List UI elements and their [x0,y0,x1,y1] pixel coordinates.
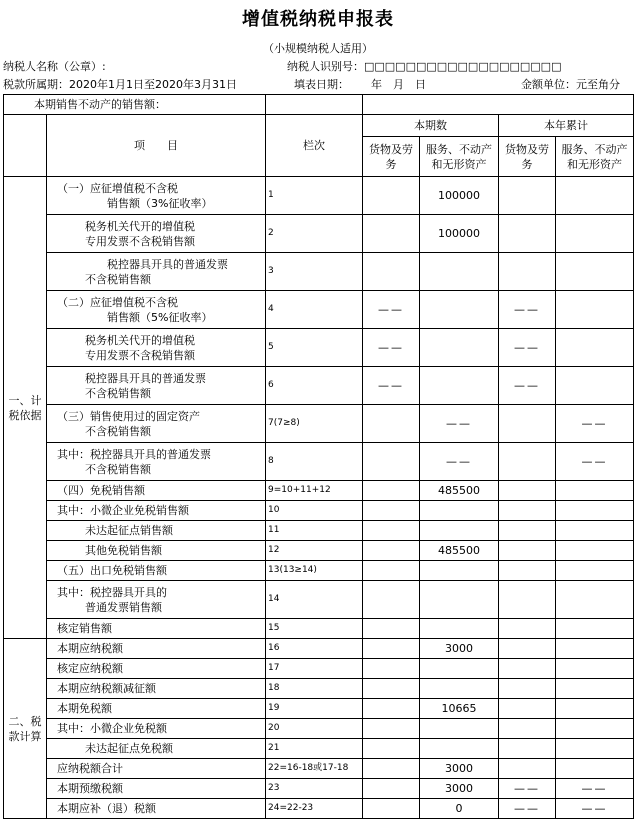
row-item-line: 不含税销售额 [85,272,151,286]
row-value-c3: —— [499,779,556,799]
row-lanci: 12 [266,541,363,561]
table-row [4,561,634,581]
row-value-c1[interactable] [363,779,420,799]
header-current-goods: 货物及劳务 [363,137,420,177]
row-value-c3[interactable] [499,659,556,679]
row-lanci: 24=22-23 [266,799,363,819]
row-value-c3[interactable] [499,759,556,779]
table-row [4,291,634,329]
row-value-c3: —— [499,799,556,819]
table-row [4,253,634,291]
table-row [4,679,634,699]
table-row [4,699,634,719]
row-value-c1[interactable] [363,639,420,659]
row-value-c3[interactable] [499,253,556,291]
row-lanci: 14 [266,581,363,619]
header-blank [4,115,47,177]
row-item-line: （五）出口免税销售额 [57,564,167,577]
row-lanci: 21 [266,739,363,759]
table-row [4,443,634,481]
row-value-c2[interactable]: 485500 [420,541,499,561]
row-item [47,699,266,719]
row-item-line: （一）应征增值税不含税 [57,181,178,195]
table-row [4,799,634,819]
row-value-c2[interactable]: 100000 [420,215,499,253]
row-lanci: 19 [266,699,363,719]
real-estate-blank [363,95,634,115]
header-current-services: 服务、不动产和无形资产 [420,137,499,177]
row-item [47,639,266,659]
row-value-c4[interactable] [556,481,634,501]
table-row [4,739,634,759]
row-lanci: 9=10+11+12 [266,481,363,501]
row-value-c3[interactable] [499,639,556,659]
row-value-c2[interactable] [420,329,499,367]
fill-date-label: 填表日期： [294,78,349,91]
row-item-line: 其中：小微企业免税额 [57,722,167,735]
taxpayer-id-label: 纳税人识别号： [287,60,364,73]
row-value-c4: —— [556,443,634,481]
row-value-c2: —— [420,405,499,443]
row-item [47,779,266,799]
row-value-c4[interactable] [556,561,634,581]
period-label: 税款所属期： [3,78,69,91]
period-row [3,76,633,94]
row-value-c1[interactable] [363,581,420,619]
row-value-c4[interactable] [556,521,634,541]
row-item-line: （二）应征增值税不含税 [57,295,178,309]
row-value-c4[interactable] [556,541,634,561]
row-value-c3[interactable] [499,405,556,443]
row-item-line: 其中：税控器具开具的普通发票 [57,447,211,461]
table-row [4,639,634,659]
table-row [4,659,634,679]
row-value-c3[interactable] [499,619,556,639]
row-item-line: 税控器具开具的普通发票 [107,257,228,271]
row-value-c1[interactable] [363,215,420,253]
row-item-line: 本期应补（退）税额 [57,802,156,815]
taxpayer-name-label: 纳税人名称（公章）: [3,60,106,73]
row-item [47,177,266,215]
row-value-c1: —— [363,367,420,405]
row-item [47,679,266,699]
row-item [47,329,266,367]
row-value-c1[interactable] [363,501,420,521]
row-value-c3[interactable] [499,699,556,719]
row-item-line: 其中：税控器具开具的 [57,585,167,599]
row-lanci: 4 [266,291,363,329]
row-value-c3[interactable] [499,443,556,481]
declaration-table [3,94,634,819]
row-item-line: 其他免税销售额 [85,544,162,557]
row-value-c4[interactable] [556,215,634,253]
table-row [4,581,634,619]
row-value-c2[interactable]: 485500 [420,481,499,501]
row-value-c3[interactable] [499,581,556,619]
row-value-c1[interactable] [363,443,420,481]
form-subtitle: （小规模纳税人适用） [263,42,373,55]
row-lanci: 16 [266,639,363,659]
row-value-c1[interactable] [363,561,420,581]
row-item-line: 专用发票不含税销售额 [85,348,195,362]
row-value-c3[interactable] [499,215,556,253]
row-item [47,291,266,329]
section-tax-calc: 二、税款计算 [4,639,47,819]
fill-date-value[interactable]: 年 月 日 [371,78,426,91]
unit-label: 金额单位：元至角分 [521,78,620,91]
row-lanci: 20 [266,719,363,739]
row-item [47,405,266,443]
row-value-c2[interactable] [420,367,499,405]
row-item [47,443,266,481]
header-ytd: 本年累计 [499,115,634,137]
row-value-c4[interactable] [556,659,634,679]
row-value-c3: —— [499,291,556,329]
row-value-c4[interactable] [556,619,634,639]
table-row [4,481,634,501]
row-item [47,739,266,759]
row-value-c4[interactable] [556,329,634,367]
vat-return-form [3,0,633,819]
row-value-c4[interactable] [556,679,634,699]
row-value-c3: —— [499,367,556,405]
row-item-line: 税务机关代开的增值税 [85,333,195,347]
row-item-line: 不含税销售额 [85,386,151,400]
table-row [4,329,634,367]
row-item-line: 本期预缴税额 [57,782,123,795]
row-item [47,799,266,819]
row-value-c2[interactable] [420,719,499,739]
row-value-c3[interactable] [499,501,556,521]
row-value-c1[interactable] [363,405,420,443]
row-value-c2[interactable] [420,679,499,699]
table-row [4,541,634,561]
row-value-c4[interactable] [556,291,634,329]
row-item-line: 核定销售额 [57,622,112,635]
row-lanci: 7(7≥8) [266,405,363,443]
row-value-c1[interactable] [363,521,420,541]
row-value-c2[interactable] [420,581,499,619]
row-value-c2: —— [420,443,499,481]
row-value-c4[interactable] [556,739,634,759]
row-item [47,521,266,541]
row-value-c1[interactable] [363,719,420,739]
row-value-c2[interactable] [420,659,499,679]
row-value-c2[interactable] [420,619,499,639]
row-value-c3[interactable] [499,739,556,759]
row-item-line: 税控器具开具的普通发票 [85,371,206,385]
row-value-c3[interactable] [499,541,556,561]
row-item [47,367,266,405]
row-value-c4[interactable] [556,177,634,215]
row-lanci: 10 [266,501,363,521]
taxpayer-id-boxes[interactable]: □□□□□□□□□□□□□□□□□□□ [364,60,562,73]
row-value-c2[interactable]: 3000 [420,639,499,659]
row-value-c3[interactable] [499,177,556,215]
row-value-c1[interactable] [363,481,420,501]
row-item-line: 销售额（5%征收率） [107,310,213,324]
form-title: 增值税纳税申报表 [242,9,394,30]
row-lanci: 3 [266,253,363,291]
table-row [4,177,634,215]
header-current: 本期数 [363,115,499,137]
row-value-c3[interactable] [499,521,556,541]
real-estate-label: 本期销售不动产的销售额： [4,95,266,115]
row-item [47,659,266,679]
row-item-line: （四）免税销售额 [57,484,145,497]
row-value-c1: —— [363,291,420,329]
row-item [47,215,266,253]
row-item-line: 专用发票不含税销售额 [85,234,195,248]
row-value-c1[interactable] [363,619,420,639]
row-value-c3[interactable] [499,719,556,739]
table-row [4,405,634,443]
row-value-c1[interactable] [363,177,420,215]
row-lanci: 2 [266,215,363,253]
row-item-line: 本期应纳税额 [57,642,123,655]
row-lanci: 22=16-18或17-18 [266,759,363,779]
row-item [47,481,266,501]
row-value-c4[interactable] [556,759,634,779]
row-item-line: 本期应纳税额减征额 [57,682,156,695]
row-value-c3[interactable] [499,679,556,699]
table-row [4,215,634,253]
row-value-c4[interactable] [556,639,634,659]
row-item-line: 核定应纳税额 [57,662,123,675]
section-tax-basis: 一、计税依据 [4,177,47,639]
row-value-c2[interactable]: 3000 [420,759,499,779]
row-value-c1[interactable] [363,541,420,561]
row-item [47,561,266,581]
row-item [47,253,266,291]
row-item-line: 不含税销售额 [85,462,151,476]
row-value-c4[interactable] [556,367,634,405]
row-value-c1[interactable] [363,679,420,699]
row-value-c1[interactable] [363,253,420,291]
row-value-c1[interactable] [363,699,420,719]
row-item-line: 本期免税额 [57,702,112,715]
table-row [4,619,634,639]
row-value-c2[interactable]: 0 [420,799,499,819]
row-value-c1[interactable] [363,739,420,759]
row-lanci: 5 [266,329,363,367]
row-lanci: 17 [266,659,363,679]
row-value-c3: —— [499,329,556,367]
row-value-c2[interactable] [420,561,499,581]
row-item-line: 未达起征点免税额 [85,742,173,755]
row-item-line: 不含税销售额 [85,424,151,438]
real-estate-value-cell[interactable] [266,95,363,115]
row-value-c4[interactable] [556,501,634,521]
row-value-c1[interactable] [363,759,420,779]
header-ytd-services: 服务、不动产和无形资产 [556,137,634,177]
row-item [47,759,266,779]
row-value-c4[interactable] [556,719,634,739]
header-item: 项 目 [47,115,266,177]
row-value-c2[interactable]: 100000 [420,177,499,215]
row-item-line: （三）销售使用过的固定资产 [57,409,200,423]
row-lanci: 6 [266,367,363,405]
row-item [47,719,266,739]
row-value-c4[interactable] [556,581,634,619]
table-row [4,719,634,739]
row-value-c4: —— [556,405,634,443]
row-lanci: 8 [266,443,363,481]
table-row [4,367,634,405]
row-value-c3[interactable] [499,561,556,581]
header-lanci: 栏次 [266,115,363,177]
row-item [47,541,266,561]
row-value-c2[interactable]: 3000 [420,779,499,799]
row-value-c1: —— [363,329,420,367]
row-item-line: 应纳税额合计 [57,762,123,775]
header-ytd-goods: 货物及劳务 [499,137,556,177]
row-value-c1[interactable] [363,659,420,679]
row-item-line: 税务机关代开的增值税 [85,219,195,233]
row-lanci: 1 [266,177,363,215]
row-item [47,501,266,521]
row-value-c4: —— [556,799,634,819]
row-item [47,581,266,619]
row-value-c2[interactable] [420,739,499,759]
row-lanci: 15 [266,619,363,639]
row-item-line: 销售额（3%征收率） [107,196,213,210]
table-row [4,779,634,799]
row-value-c2[interactable] [420,501,499,521]
row-lanci: 18 [266,679,363,699]
row-value-c2[interactable]: 10665 [420,699,499,719]
row-lanci: 13(13≥14) [266,561,363,581]
row-lanci: 23 [266,779,363,799]
row-item-line: 未达起征点销售额 [85,524,173,537]
row-value-c2[interactable] [420,253,499,291]
period-value: 2020年1月1日至2020年3月31日 [69,78,237,91]
row-item [47,619,266,639]
row-value-c3[interactable] [499,481,556,501]
row-lanci: 11 [266,521,363,541]
taxpayer-info-row [3,58,633,76]
row-item-line: 普通发票销售额 [85,600,162,614]
row-value-c4: —— [556,779,634,799]
table-row [4,521,634,541]
table-row [4,501,634,521]
table-row [4,759,634,779]
row-value-c1[interactable] [363,799,420,819]
row-value-c4[interactable] [556,699,634,719]
row-value-c2[interactable] [420,521,499,541]
row-item-line: 其中：小微企业免税销售额 [57,504,189,517]
row-value-c2[interactable] [420,291,499,329]
row-value-c4[interactable] [556,253,634,291]
